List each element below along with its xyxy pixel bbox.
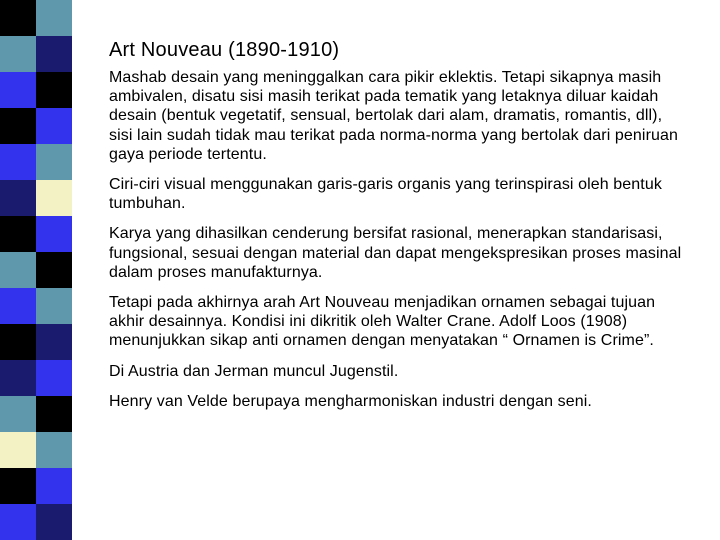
paragraph-jugenstil: Di Austria dan Jerman muncul Jugenstil.: [109, 362, 399, 380]
decorative-square: [0, 0, 36, 36]
decorative-square: [36, 432, 72, 468]
decorative-square: [36, 396, 72, 432]
decorative-square: [0, 108, 36, 144]
decorative-square: [36, 0, 72, 36]
decorative-square-strip: [0, 0, 72, 540]
decorative-square: [0, 72, 36, 108]
decorative-square: [36, 468, 72, 504]
paragraph-van-velde: Henry van Velde berupaya mengharmoniskan industri dengan seni.: [109, 392, 592, 410]
decorative-square: [36, 360, 72, 396]
paragraph-intro: Mashab desain yang meninggalkan cara pikir eklektis. Tetapi sikapnya masih ambivalen, disatu sisi masih terikat pada tematik yang letaknya diluar kaidah desain (bentuk vegetatif, sensual, bertolak dari alam, dramatis, romantis, dll), sisi lain sudah tidak mau terikat pada norma-norma yang bertolak dari peniruan gaya periode tertentu.: [109, 69, 678, 163]
decorative-square: [0, 396, 36, 432]
decorative-square: [0, 468, 36, 504]
paragraph-works: Karya yang dihasilkan cenderung bersifat rasional, menerapkan standarisasi, fungsional, sesuai dengan material dan dapat mengekspresikan proses masinal dalam proses manufakturnya.: [109, 225, 682, 281]
decorative-square: [36, 72, 72, 108]
decorative-square: [36, 36, 72, 72]
slide-content: [109, 38, 689, 422]
decorative-square: [0, 36, 36, 72]
decorative-square: [0, 288, 36, 324]
decorative-square: [36, 504, 72, 540]
decorative-square: [36, 216, 72, 252]
decorative-square: [0, 144, 36, 180]
slide-title: Art Nouveau (1890-1910): [109, 39, 340, 61]
decorative-square: [36, 180, 72, 216]
decorative-square: [36, 288, 72, 324]
decorative-square: [0, 360, 36, 396]
decorative-square: [36, 324, 72, 360]
decorative-square: [0, 504, 36, 540]
decorative-square: [0, 180, 36, 216]
decorative-square: [0, 324, 36, 360]
decorative-square: [36, 144, 72, 180]
decorative-square: [0, 252, 36, 288]
decorative-square: [36, 252, 72, 288]
paragraph-visual-traits: Ciri-ciri visual menggunakan garis-garis organis yang terinspirasi oleh bentuk tumbuhan.: [109, 176, 662, 213]
decorative-square: [0, 216, 36, 252]
decorative-square: [36, 108, 72, 144]
decorative-square: [0, 432, 36, 468]
paragraph-ornament: Tetapi pada akhirnya arah Art Nouveau menjadikan ornamen sebagai tujuan akhir desainnya. Kondisi ini dikritik oleh Walter Crane. Adolf Loos (1908) menunjukkan sikap anti ornamen dengan menyatakan “ Ornamen is Crime”.: [109, 294, 656, 350]
